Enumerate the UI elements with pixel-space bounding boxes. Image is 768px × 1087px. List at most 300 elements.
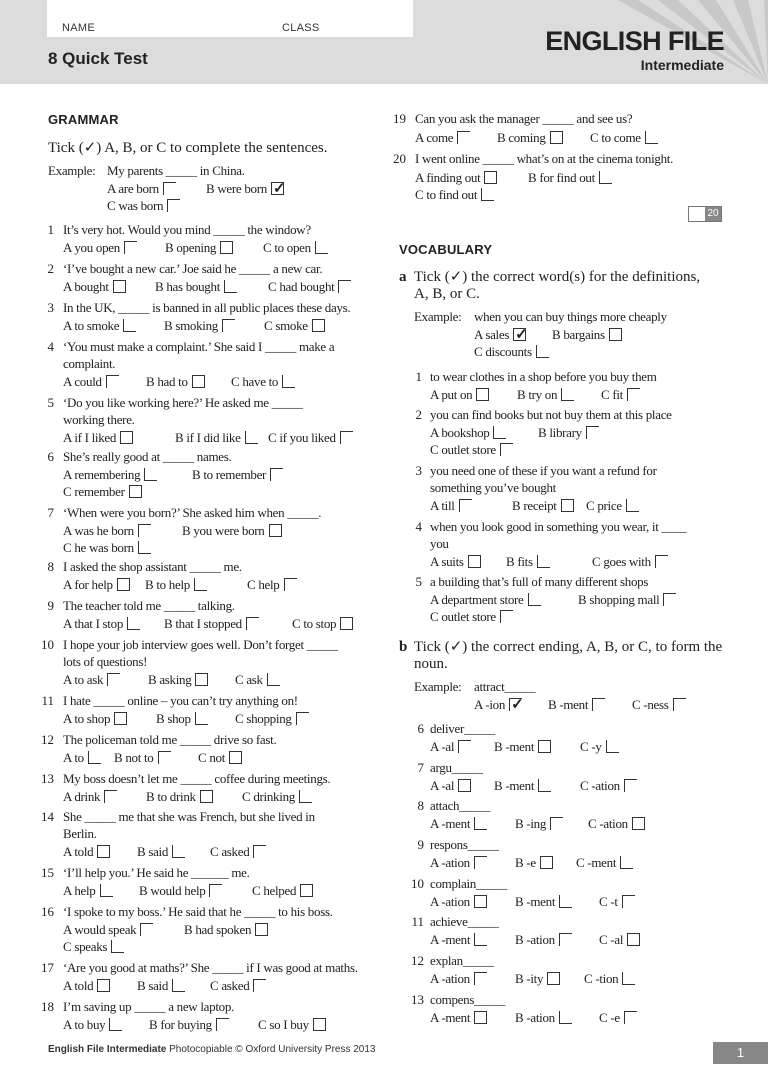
answer-option: [515, 932, 572, 948]
answer-option: [63, 430, 133, 446]
question-number: 8: [417, 798, 424, 813]
tick-box[interactable]: [536, 345, 549, 358]
answer-option: [264, 318, 325, 334]
tick-box[interactable]: [104, 790, 117, 803]
tick-box[interactable]: [481, 188, 494, 201]
option-label: B if I did like: [175, 430, 241, 445]
option-label: C if you liked: [268, 430, 336, 445]
question-text: She’s really good at _____ names.: [63, 449, 232, 464]
option-label: A bought: [63, 279, 109, 294]
tick-box[interactable]: [312, 319, 325, 332]
tick-box[interactable]: [622, 972, 635, 985]
answer-option: [63, 750, 101, 766]
tick-box[interactable]: [528, 593, 541, 606]
tick-box[interactable]: [663, 593, 676, 606]
option-label: A -ation: [430, 894, 470, 909]
answer-option: [430, 778, 471, 794]
answer-option: [599, 1010, 637, 1026]
answer-option: [430, 894, 487, 910]
question-number: 5: [415, 574, 422, 589]
question-text: The teacher told me _____ talking.: [63, 598, 235, 613]
option-label: C -tion: [584, 971, 619, 986]
tick-box[interactable]: [127, 617, 140, 630]
tick-box[interactable]: [559, 895, 572, 908]
tick-box[interactable]: [476, 388, 489, 401]
option-label: B had to: [146, 374, 188, 389]
tick-box[interactable]: [645, 131, 658, 144]
answer-option: [148, 672, 208, 688]
tick-box[interactable]: [216, 1018, 229, 1031]
question-text: ‘I spoke to my boss.’ He said that he _____ to his boss.: [63, 904, 333, 919]
tick-box[interactable]: [117, 578, 130, 591]
answer-option: [497, 130, 563, 146]
option-label: C -ness: [632, 697, 669, 712]
answer-option: [430, 739, 471, 755]
answer-option: [146, 374, 205, 390]
answer-option: [430, 971, 487, 987]
option-label: B receipt: [512, 498, 557, 513]
grammar-heading: GRAMMAR: [48, 112, 119, 127]
tick-box[interactable]: [509, 698, 522, 711]
question-text: I’m saving up _____ a new laptop.: [63, 999, 234, 1014]
tick-box[interactable]: [109, 1018, 122, 1031]
answer-option: [515, 816, 563, 832]
answer-option: [599, 932, 640, 948]
tick-box[interactable]: [282, 375, 295, 388]
question-text: It’s very hot. Would you mind _____ the window?: [63, 222, 311, 237]
option-label: B -ment: [548, 697, 589, 712]
option-label: C helped: [252, 883, 297, 898]
answer-option: [137, 978, 185, 994]
answer-option: [63, 939, 124, 955]
tick-box[interactable]: [123, 319, 136, 332]
tick-box[interactable]: [120, 431, 133, 444]
question-number: 3: [415, 463, 422, 478]
tick-box[interactable]: [474, 817, 487, 830]
tick-box[interactable]: [550, 817, 563, 830]
question-text: ‘When were you born?’ She asked him when _____.: [63, 505, 322, 520]
example-option: [107, 198, 180, 214]
option-label: C have to: [231, 374, 279, 389]
answer-option: [63, 523, 151, 539]
answer-option: [63, 467, 157, 483]
tick-box[interactable]: [194, 578, 207, 591]
answer-option: [114, 750, 171, 766]
answer-option: [430, 498, 472, 514]
tick-box[interactable]: [129, 485, 142, 498]
tick-box[interactable]: [195, 712, 208, 725]
tick-box[interactable]: [111, 940, 124, 953]
question-number: 13: [41, 771, 54, 786]
answer-option: [149, 1017, 229, 1033]
option-label: B -ment: [494, 739, 535, 754]
example-option: [474, 344, 549, 360]
option-label: C discounts: [474, 344, 532, 359]
answer-option: [63, 240, 137, 256]
answer-option: [430, 442, 513, 458]
option-label: B smoking: [164, 318, 219, 333]
question-text: She _____ me that she was French, but she lived in: [63, 809, 315, 824]
tick-box[interactable]: [538, 779, 551, 792]
question-text: lots of questions!: [63, 654, 148, 669]
tick-box[interactable]: [655, 555, 668, 568]
tick-box[interactable]: [537, 555, 550, 568]
answer-option: [164, 318, 235, 334]
answer-option: [578, 592, 676, 608]
option-label: A -ment: [430, 816, 471, 831]
tick-box[interactable]: [158, 751, 171, 764]
tick-box[interactable]: [300, 884, 313, 897]
answer-option: [146, 789, 213, 805]
question-number: 18: [41, 999, 54, 1014]
question-number: 12: [411, 953, 424, 968]
tick-box[interactable]: [592, 698, 605, 711]
tick-box[interactable]: [315, 241, 328, 254]
option-label: B coming: [497, 130, 546, 145]
footer-copyright: Photocopiable © Oxford University Press 2013: [166, 1044, 376, 1055]
tick-box[interactable]: [632, 817, 645, 830]
tick-box[interactable]: [547, 972, 560, 985]
option-label: C asked: [210, 844, 250, 859]
option-label: A till: [430, 498, 455, 513]
answer-option: [528, 170, 612, 186]
tick-box[interactable]: [340, 617, 353, 630]
score-input[interactable]: [689, 207, 705, 221]
tick-box[interactable]: [167, 199, 180, 212]
question-number: 8: [47, 559, 54, 574]
tick-box[interactable]: [195, 673, 208, 686]
answer-option: [156, 711, 208, 727]
option-label: B -ation: [515, 1010, 555, 1025]
tick-box[interactable]: [340, 431, 353, 444]
answer-option: [590, 130, 658, 146]
option-label: C he was born: [63, 540, 134, 555]
tick-box[interactable]: [540, 856, 553, 869]
question-number: 17: [41, 960, 54, 975]
tick-box[interactable]: [113, 280, 126, 293]
grammar-score-box: [688, 206, 722, 222]
tick-box[interactable]: [97, 845, 110, 858]
footer: [48, 1044, 376, 1055]
answer-option: [63, 844, 110, 860]
tick-box[interactable]: [500, 443, 513, 456]
question-number: 3: [47, 300, 54, 315]
option-label: C speaks: [63, 939, 108, 954]
word-stem: deliver_____: [430, 721, 495, 736]
option-label: B -ation: [515, 932, 555, 947]
answer-option: [63, 577, 130, 593]
option-label: B to remember: [192, 467, 267, 482]
tick-box[interactable]: [338, 280, 351, 293]
tick-box[interactable]: [458, 779, 471, 792]
answer-option: [576, 855, 633, 871]
tick-box[interactable]: [97, 979, 110, 992]
tick-box[interactable]: [246, 617, 259, 630]
example-option: [474, 327, 526, 343]
answer-option: [592, 554, 668, 570]
option-label: B to help: [145, 577, 190, 592]
tick-box[interactable]: [468, 555, 481, 568]
option-label: C remember: [63, 484, 125, 499]
tick-box[interactable]: [626, 499, 639, 512]
definition-text: to wear clothes in a shop before you buy them: [430, 369, 657, 384]
answer-option: [63, 922, 153, 938]
option-label: A -ment: [430, 932, 471, 947]
tick-box[interactable]: [200, 790, 213, 803]
tick-box[interactable]: [245, 431, 258, 444]
tick-box[interactable]: [538, 740, 551, 753]
tick-box[interactable]: [474, 972, 487, 985]
tick-box[interactable]: [474, 856, 487, 869]
option-label: A you open: [63, 240, 120, 255]
word-stem: compens_____: [430, 992, 506, 1007]
option-label: A to shop: [63, 711, 111, 726]
part-a-instruction: A, B, or C.: [414, 286, 480, 302]
tick-box[interactable]: [561, 499, 574, 512]
tick-box[interactable]: [627, 388, 640, 401]
tick-box[interactable]: [513, 328, 526, 341]
example-label: Example:: [414, 309, 462, 324]
tick-box[interactable]: [224, 280, 237, 293]
tick-box[interactable]: [172, 845, 185, 858]
option-label: C -t: [599, 894, 618, 909]
question-number: 10: [41, 637, 54, 652]
tick-box[interactable]: [500, 610, 513, 623]
answer-option: [63, 484, 142, 500]
answer-option: [235, 672, 280, 688]
tick-box[interactable]: [124, 241, 137, 254]
name-label: NAME: [62, 22, 95, 34]
tick-box[interactable]: [474, 895, 487, 908]
tick-box[interactable]: [163, 182, 176, 195]
option-label: C drinking: [242, 789, 295, 804]
answer-option: [63, 1017, 122, 1033]
tick-box[interactable]: [284, 578, 297, 591]
option-label: C shopping: [235, 711, 292, 726]
answer-option: [252, 883, 313, 899]
option-label: C had bought: [268, 279, 335, 294]
option-label: A -al: [430, 739, 455, 754]
answer-option: [430, 387, 489, 403]
tick-box[interactable]: [106, 375, 119, 388]
tick-box[interactable]: [620, 856, 633, 869]
answer-option: [430, 425, 506, 441]
tick-box[interactable]: [172, 979, 185, 992]
option-label: A that I stop: [63, 616, 124, 631]
answer-option: [63, 711, 127, 727]
tick-box[interactable]: [559, 1011, 572, 1024]
tick-box[interactable]: [209, 884, 222, 897]
tick-box[interactable]: [606, 740, 619, 753]
tick-box[interactable]: [255, 923, 268, 936]
class-label: CLASS: [282, 22, 320, 34]
tick-box[interactable]: [559, 933, 572, 946]
option-label: B that I stopped: [164, 616, 242, 631]
answer-option: [430, 932, 487, 948]
answer-option: [145, 577, 207, 593]
tick-box[interactable]: [253, 979, 266, 992]
question-text: ‘I’ll help you.’ He said he ______ me.: [63, 865, 250, 880]
question-text: I hope your job interview goes well. Don’t forget _____: [63, 637, 338, 652]
tick-box[interactable]: [271, 182, 284, 195]
option-label: A could: [63, 374, 102, 389]
answer-option: [430, 609, 513, 625]
option-label: B asking: [148, 672, 192, 687]
option-label: A -ation: [430, 971, 470, 986]
word-stem: achieve_____: [430, 914, 499, 929]
option-label: C smoke: [264, 318, 308, 333]
header-band: [0, 0, 768, 84]
tick-box[interactable]: [269, 524, 282, 537]
tick-box[interactable]: [609, 328, 622, 341]
answer-option: [515, 1010, 572, 1026]
answer-option: [292, 616, 353, 632]
tick-box[interactable]: [459, 499, 472, 512]
question-text: I hate _____ online – you can’t try anything on!: [63, 693, 298, 708]
option-label: A put on: [430, 387, 473, 402]
word-stem: respons_____: [430, 837, 499, 852]
answer-option: [515, 971, 560, 987]
tick-box[interactable]: [627, 933, 640, 946]
check-mark-icon: ✓: [511, 697, 524, 713]
option-label: B -ing: [515, 816, 547, 831]
answer-option: [538, 425, 599, 441]
question-text: ‘You must make a complaint.’ She said I _____ make a: [63, 339, 335, 354]
answer-option: [210, 978, 266, 994]
option-label: A to smoke: [63, 318, 120, 333]
tick-box[interactable]: [138, 541, 151, 554]
part-a-instruction: Tick (✓) the correct word(s) for the definitions,: [414, 269, 701, 285]
tick-box[interactable]: [457, 131, 470, 144]
tick-box[interactable]: [138, 524, 151, 537]
question-number: 9: [47, 598, 54, 613]
tick-box[interactable]: [561, 388, 574, 401]
tick-box[interactable]: [107, 673, 120, 686]
tick-box[interactable]: [114, 712, 127, 725]
option-label: A for help: [63, 577, 113, 592]
option-label: A sales: [474, 327, 510, 342]
answer-option: [63, 789, 117, 805]
option-label: B said: [137, 978, 169, 993]
tick-box[interactable]: [100, 884, 113, 897]
option-label: A to ask: [63, 672, 104, 687]
question-number: 6: [417, 721, 424, 736]
tick-box[interactable]: [222, 319, 235, 332]
tick-box[interactable]: [474, 1011, 487, 1024]
option-label: C help: [247, 577, 280, 592]
tick-box[interactable]: [624, 779, 637, 792]
answer-option: [164, 616, 259, 632]
answer-option: [430, 554, 481, 570]
tick-box[interactable]: [192, 375, 205, 388]
answer-option: [430, 855, 487, 871]
option-label: C to come: [590, 130, 641, 145]
question-text: ‘I’ve bought a new car.’ Joe said he _____ a new car.: [63, 261, 323, 276]
option-label: C -al: [599, 932, 624, 947]
example-option: [552, 327, 622, 343]
tick-box[interactable]: [622, 895, 635, 908]
tick-box[interactable]: [220, 241, 233, 254]
tick-box[interactable]: [550, 131, 563, 144]
check-mark-icon: ✓: [515, 327, 528, 343]
question-number: 19: [393, 111, 406, 126]
answer-option: [580, 778, 637, 794]
part-a-letter: a: [399, 269, 407, 285]
tick-box[interactable]: [267, 673, 280, 686]
answer-option: [415, 170, 497, 186]
tick-box[interactable]: [140, 923, 153, 936]
tick-box[interactable]: [229, 751, 242, 764]
test-title: 8 Quick Test: [48, 49, 148, 68]
example-word: attract_____: [474, 679, 536, 694]
question-number: 2: [47, 261, 54, 276]
definition-text: you: [430, 536, 449, 551]
tick-box[interactable]: [474, 933, 487, 946]
answer-option: [192, 467, 283, 483]
page-number: 1: [713, 1042, 768, 1064]
option-label: A -ation: [430, 855, 470, 870]
option-label: A remembering: [63, 467, 141, 482]
option-label: B try on: [517, 387, 558, 402]
answer-option: [63, 374, 119, 390]
answer-option: [599, 894, 635, 910]
tick-box[interactable]: [253, 845, 266, 858]
question-text: The policeman told me _____ drive so fast.: [63, 732, 277, 747]
tick-box[interactable]: [458, 740, 471, 753]
tick-box[interactable]: [296, 712, 309, 725]
option-label: B to drink: [146, 789, 196, 804]
tick-box[interactable]: [493, 426, 506, 439]
example-option: [632, 697, 686, 713]
answer-option: [235, 711, 309, 727]
tick-box[interactable]: [88, 751, 101, 764]
option-label: C price: [586, 498, 622, 513]
answer-option: [515, 855, 553, 871]
tick-box[interactable]: [299, 790, 312, 803]
option-label: A if I liked: [63, 430, 117, 445]
question-number: 5: [47, 395, 54, 410]
tick-box[interactable]: [673, 698, 686, 711]
option-label: A -ment: [430, 1010, 471, 1025]
question-text: working there.: [63, 412, 135, 427]
option-label: A to: [63, 750, 84, 765]
question-number: 15: [41, 865, 54, 880]
answer-option: [430, 1010, 487, 1026]
option-label: A was he born: [63, 523, 134, 538]
tick-box[interactable]: [270, 468, 283, 481]
tick-box[interactable]: [586, 426, 599, 439]
question-number: 4: [47, 339, 54, 354]
option-label: B -ity: [515, 971, 544, 986]
question-number: 20: [393, 151, 406, 166]
tick-box[interactable]: [624, 1011, 637, 1024]
option-label: C fit: [601, 387, 623, 402]
tick-box[interactable]: [484, 171, 497, 184]
question-text: ‘Do you like working here?’ He asked me _____: [63, 395, 303, 410]
answer-option: [63, 540, 151, 556]
tick-box[interactable]: [313, 1018, 326, 1031]
question-number: 11: [41, 693, 54, 708]
tick-box[interactable]: [599, 171, 612, 184]
answer-option: [588, 816, 645, 832]
part-b-instruction: Tick (✓) the correct ending, A, B, or C, to form the: [414, 639, 723, 655]
tick-box[interactable]: [144, 468, 157, 481]
option-label: A are born: [107, 181, 159, 196]
grammar-instruction: Tick (✓) A, B, or C to complete the sentences.: [48, 140, 328, 156]
option-label: B for buying: [149, 1017, 212, 1032]
question-number: 7: [47, 505, 54, 520]
answer-option: [506, 554, 550, 570]
